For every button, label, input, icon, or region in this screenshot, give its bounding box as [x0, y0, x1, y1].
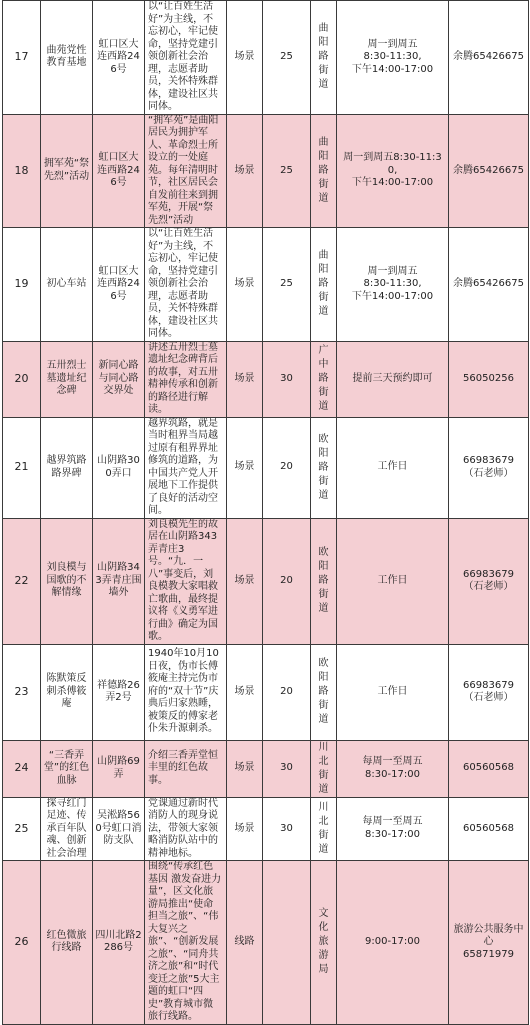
row-number: 26	[3, 861, 41, 1025]
contact: 余腾65426675	[449, 114, 529, 228]
capacity: 20	[263, 417, 311, 518]
venue-name: 曲苑党性教育基地	[41, 1, 93, 115]
venue-description: 1940年10月10日夜，伪市长傅筱庵主持完伪市府的“双十节”庆典后归家熟睡，被策反的傅家老仆朱升源刺杀。	[145, 644, 227, 740]
row-number: 18	[3, 114, 41, 228]
venue-name: 探寻红门足迹、传承百年队魂、创新社会治理	[41, 797, 93, 861]
row-number: 22	[3, 518, 41, 644]
street-office: 文化旅游局	[311, 861, 337, 1025]
contact: 66983679 （石老师）	[449, 417, 529, 518]
venue-type: 场景	[227, 797, 263, 861]
row-number: 17	[3, 1, 41, 115]
venue-description: 围绕“传承红色基因 激发奋进力量”，区文化旅游局推出“使命担当之旅”、“伟大复兴之旅”、“创新发展之旅”、“同舟共济之旅”和“时代变迁之旅”5大主题的虹口“四史”教育城市微旅行线路。	[145, 861, 227, 1025]
venue-name: “三香弄堂”的红色血脉	[41, 740, 93, 797]
venue-description: “拥军苑”是曲阳居民为拥护军人、革命烈士所设立的一处庭苑。每年清明时节，社区居民会自发前往来到拥军苑，开展“祭先烈”活动	[145, 114, 227, 228]
table-row	[3, 861, 529, 1025]
contact: 60560568	[449, 797, 529, 861]
contact: 56050256	[449, 341, 529, 417]
venue-description: 以“让百姓生活好”为主线，不忘初心，牢记使命，坚持党建引领创新社会治理，志愿者助员，关怀特殊群体，建设社区共同体。	[145, 228, 227, 342]
street-office: 川北街道	[311, 740, 337, 797]
capacity: 25	[263, 228, 311, 342]
contact: 66983679 （石老师）	[449, 518, 529, 644]
row-number: 24	[3, 740, 41, 797]
contact: 66983679 （石老师）	[449, 644, 529, 740]
venue-table	[2, 0, 529, 1025]
table-row	[3, 644, 529, 740]
capacity	[263, 861, 311, 1025]
opening-time: 周一到周五 8:30-11:30, 下午14:00-17:00	[337, 1, 449, 115]
venue-type: 场景	[227, 1, 263, 115]
venue-address: 四川北路2286号	[93, 861, 145, 1025]
table-body	[3, 1, 529, 1025]
opening-time: 9:00-17:00	[337, 861, 449, 1025]
street-office: 广中路街道	[311, 341, 337, 417]
venue-address: 虹口区大连西路246号	[93, 114, 145, 228]
table-row	[3, 1, 529, 115]
opening-time: 工作日	[337, 518, 449, 644]
capacity: 30	[263, 797, 311, 861]
venue-description: 以“让百姓生活好”为主线，不忘初心，牢记使命，坚持党建引领创新社会治理，志愿者助员，关怀特殊群体，建设社区共同体。	[145, 1, 227, 115]
opening-time: 周一到周五8:30-11:30, 下午14:00-17:00	[337, 114, 449, 228]
venue-name: 五卅烈士墓遗址纪念碑	[41, 341, 93, 417]
venue-address: 山阴路343弄青庄围墙外	[93, 518, 145, 644]
street-office: 欧阳路街道	[311, 417, 337, 518]
venue-description: 讲述五卅烈士墓遗址纪念碑背后的故事，对五卅精神传承和创新的路径进行解读。	[145, 341, 227, 417]
table-row	[3, 228, 529, 342]
venue-description: 党课通过新时代消防人的现身说法，带领大家领略消防队站中的精神地标。	[145, 797, 227, 861]
row-number: 23	[3, 644, 41, 740]
contact: 旅游公共服务中心 65871979	[449, 861, 529, 1025]
venue-type: 场景	[227, 228, 263, 342]
venue-type: 场景	[227, 341, 263, 417]
table-row	[3, 417, 529, 518]
venue-address: 新同心路与同心路交界处	[93, 341, 145, 417]
venue-type: 场景	[227, 114, 263, 228]
venue-address: 虹口区大连西路246号	[93, 228, 145, 342]
venue-description: 介绍三香弄堂恒丰里的红色故事。	[145, 740, 227, 797]
table-row	[3, 341, 529, 417]
capacity: 30	[263, 341, 311, 417]
table-row	[3, 740, 529, 797]
contact: 60560568	[449, 740, 529, 797]
venue-name: 陈默策反刺杀傅筱庵	[41, 644, 93, 740]
venue-name: 刘良模与国歌的不解情缘	[41, 518, 93, 644]
row-number: 25	[3, 797, 41, 861]
venue-description: 越界筑路，就是当时租界当局越过原有租界界址修筑的道路，为中国共产党人开展地下工作提供了良好的活动空间。	[145, 417, 227, 518]
contact: 余腾65426675	[449, 228, 529, 342]
street-office: 曲阳路街道	[311, 228, 337, 342]
row-number: 21	[3, 417, 41, 518]
venue-address: 祥德路26弄2号	[93, 644, 145, 740]
street-office: 川北街道	[311, 797, 337, 861]
capacity: 30	[263, 740, 311, 797]
street-office: 欧阳路街道	[311, 518, 337, 644]
opening-time: 提前三天预约即可	[337, 341, 449, 417]
street-office: 曲阳路街道	[311, 114, 337, 228]
row-number: 20	[3, 341, 41, 417]
venue-description: 刘良模先生的故居在山阴路343弄青庄3号。“九．一八”事变后，刘良模教大家唱救亡歌曲，最终提议将《义勇军进行曲》确定为国歌。	[145, 518, 227, 644]
venue-type: 场景	[227, 417, 263, 518]
venue-name: 初心车站	[41, 228, 93, 342]
venue-name: 越界筑路路界碑	[41, 417, 93, 518]
venue-name: 红色微旅行线路	[41, 861, 93, 1025]
venue-type: 场景	[227, 518, 263, 644]
opening-time: 工作日	[337, 417, 449, 518]
venue-address: 虹口区大连西路246号	[93, 1, 145, 115]
venue-type: 场景	[227, 644, 263, 740]
opening-time: 周一到周五 8:30-11:30, 下午14:00-17:00	[337, 228, 449, 342]
table-row	[3, 114, 529, 228]
venue-address: 山阴路69弄	[93, 740, 145, 797]
venue-type: 线路	[227, 861, 263, 1025]
opening-time: 工作日	[337, 644, 449, 740]
capacity: 20	[263, 644, 311, 740]
contact: 余腾65426675	[449, 1, 529, 115]
opening-time: 每周一至周五 8:30-17:00	[337, 797, 449, 861]
table-row	[3, 518, 529, 644]
opening-time: 每周一至周五 8:30-17:00	[337, 740, 449, 797]
capacity: 20	[263, 518, 311, 644]
table-row	[3, 797, 529, 861]
venue-address: 山阴路300弄口	[93, 417, 145, 518]
venue-name: 拥军苑“祭先烈”活动	[41, 114, 93, 228]
venue-type: 场景	[227, 740, 263, 797]
street-office: 曲阳路街道	[311, 1, 337, 115]
capacity: 25	[263, 114, 311, 228]
row-number: 19	[3, 228, 41, 342]
venue-address: 吴淞路560号虹口消防支队	[93, 797, 145, 861]
street-office: 欧阳路街道	[311, 644, 337, 740]
capacity: 25	[263, 1, 311, 115]
